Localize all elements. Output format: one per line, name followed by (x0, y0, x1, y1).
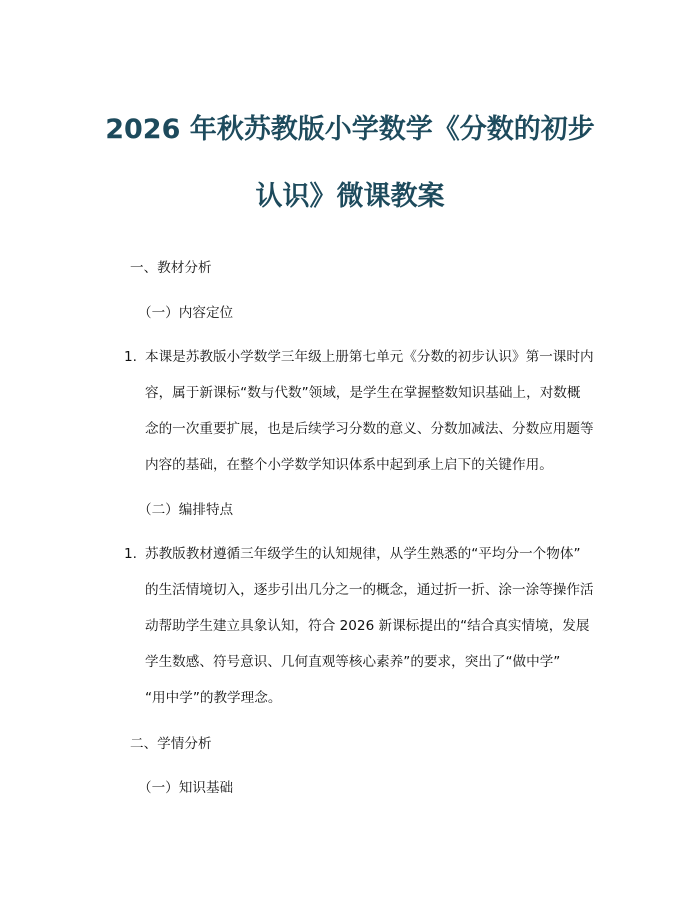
paragraph-line: 内容的基础，在整个小学数学知识体系中起到承上启下的关键作用。 (145, 457, 553, 473)
document-title-line-1: 2026 年秋苏教版小学数学《分数的初步 (105, 114, 595, 145)
paragraph-line: 动帮助学生建立具象认知，符合 2026 新课标提出的“结合真实情境，发展 (145, 618, 590, 634)
list-item-number: 1. (124, 546, 137, 562)
paragraph-line: 的生活情境切入，逐步引出几分之一的概念，通过折一折、涂一涂等操作活 (145, 582, 594, 598)
section-heading-textbook-analysis: 一、教材分析 (130, 260, 212, 276)
paragraph-line: 念的一次重要扩展，也是后续学习分数的意义、分数加减法、分数应用题等 (145, 421, 594, 437)
list-item-number: 1. (124, 349, 137, 365)
document-title-line-2: 认识》微课教案 (255, 181, 445, 212)
paragraph-line: 苏教版教材遵循三年级学生的认知规律，从学生熟悉的“平均分一个物体” (145, 546, 581, 562)
subheading-content-positioning: （一）内容定位 (138, 305, 234, 321)
paragraph-line: 学生数感、符号意识、几何直观等核心素养”的要求，突出了“做中学” (145, 654, 561, 670)
paragraph-line: 本课是苏教版小学数学三年级上册第七单元《分数的初步认识》第一课时内 (145, 349, 594, 365)
paragraph-line: 容，属于新课标“数与代数”领域，是学生在掌握整数知识基础上，对数概 (145, 385, 581, 401)
section-heading-student-analysis: 二、学情分析 (130, 736, 212, 752)
subheading-arrangement-features: （二）编排特点 (138, 502, 234, 518)
paragraph-line: “用中学”的教学理念。 (145, 690, 282, 706)
subheading-knowledge-foundation: （一）知识基础 (138, 780, 234, 796)
